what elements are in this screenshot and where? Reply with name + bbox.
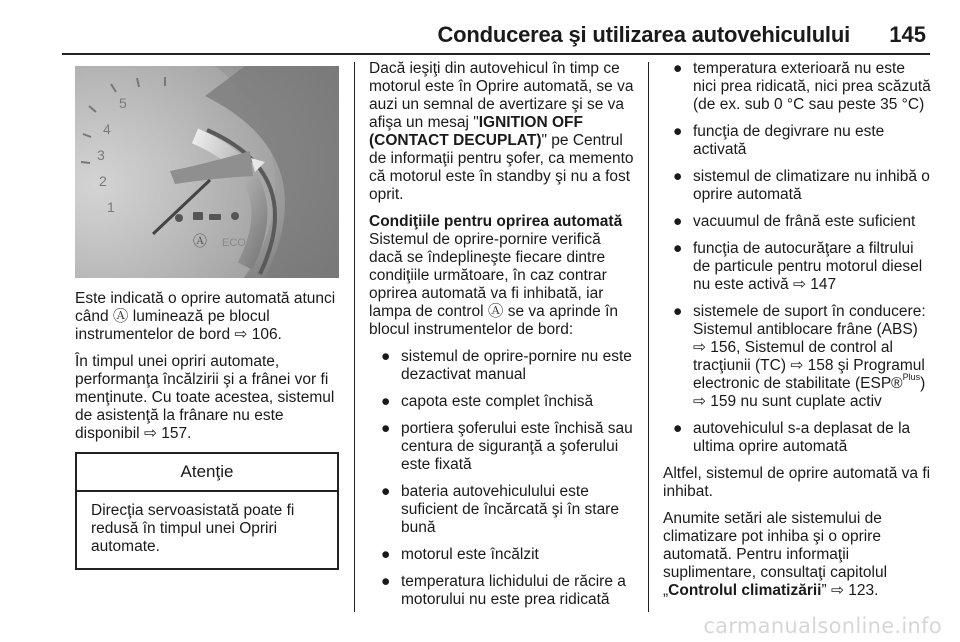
list-item: ● sistemul de oprire-pornire nu este dezactivat manual — [381, 348, 632, 383]
esp-plus-superscript: Plus — [902, 371, 921, 382]
page-header — [0, 0, 960, 56]
dial-number-2: 2 — [99, 173, 107, 189]
page-ref: 106. — [247, 326, 282, 343]
column-divider-2 — [648, 62, 649, 612]
col1-paragraph-1: Este indicată o oprire automată atunci când Ⓐ luminează pe blocul instrumentelor de bord ⇨ 106. — [75, 290, 336, 343]
caution-notice-text: Direcţia servoasistată poate fi redusă în timpul unei Opriri automate. — [91, 502, 295, 555]
page-title: Conducerea şi utilizarea autovehiculului — [437, 22, 850, 47]
list-item: ● temperatura exterioară nu este nici prea ridicată, nici prea scăzută (de ex. sub 0 °C sau peste 35 °C) — [673, 60, 931, 113]
column-3 — [663, 60, 931, 609]
list-item: ● portiera şoferului este închisă sau centura de siguranţă a şoferului este fixată — [381, 420, 633, 473]
bullet-icon: ● — [381, 573, 391, 590]
col2-paragraph-1: Dacă ieşiţi din autovehicul în timp ce motorul este în Oprire automată, se va auzi un semnal de avertizare şi se va afişa un mesaj "IGNITION OFF (CONTACT DECUPLAT)" pe Centrul de informaţii pentru şofer, ca memento că motorul este în standby şi nu a fost oprit. — [369, 60, 634, 203]
section-heading: Condiţiile pentru oprirea automată — [369, 213, 623, 230]
eco-label: ECO — [222, 237, 246, 249]
page-ref: 147 — [805, 276, 837, 293]
bullet-icon: ● — [381, 393, 391, 410]
page-ref-arrow-icon: ⇨ — [830, 582, 844, 599]
page-ref-arrow-icon: ⇨ — [790, 357, 804, 374]
list-item: ● temperatura lichidului de răcire a motorului nu este prea ridicată — [381, 573, 626, 608]
list-item: ● autovehiculul s-a deplasat de la ultima oprire automată — [673, 420, 911, 455]
column-2 — [369, 60, 637, 618]
caution-notice-box — [75, 452, 339, 570]
bullet-icon: ● — [673, 60, 683, 77]
page-ref: 157. — [156, 425, 192, 442]
bullet-icon: ● — [381, 348, 391, 365]
auto-stop-icon: Ⓐ — [112, 308, 129, 325]
bullet-icon: ● — [381, 483, 391, 500]
column-1 — [75, 60, 343, 570]
dial-number-5: 5 — [119, 95, 127, 111]
col1-paragraph-2: În timpul unei opriri automate, performanţa încălzirii şi a frânei vor fi menţinute. Cu toate acestea, sistemul de asistenţă la frânare nu este disponibil ⇨ 157. — [75, 353, 335, 442]
instrument-cluster-photo — [75, 66, 339, 278]
bullet-icon: ● — [673, 123, 683, 140]
page-ref: 123. — [843, 582, 879, 599]
page-ref-arrow-icon: ⇨ — [693, 339, 706, 356]
conditions-list-continued — [663, 60, 931, 456]
col2-paragraph-2: Sistemul de oprire-pornire verifică dacă se îndeplineşte fiecare dintre condiţiile următoare, în caz contrar oprirea automată va fi inhibată, iar lampa de control Ⓐ se va aprinde în blocul instrumentelor de bord: — [369, 231, 619, 338]
header-divider — [62, 53, 930, 55]
ignition-off-message: IGNITION OFF (CONTACT DECUPLAT) — [369, 114, 583, 149]
auto-stop-crossed-icon: Ⓐ — [487, 303, 504, 320]
list-item: ● motorul este încălzit — [381, 546, 539, 563]
list-item: ● sistemele de suport în conducere: Sistemul antiblocare frâne (ABS) ⇨ 156, Sistemul de control al tracţiunii (TC) ⇨ 158 şi Programul electronic de stabilitate (ESP®$^{Plus}$) ⇨ 159 nu sunt cuplate activ — [673, 303, 926, 410]
page-ref-arrow-icon: ⇨ — [693, 393, 706, 410]
bullet-icon: ● — [673, 240, 683, 257]
list-item: ● sistemul de climatizare nu inhibă o oprire automată — [673, 168, 930, 203]
col3-paragraph-2: Anumite setări ale sistemului de climatizare pot inhiba şi o oprire automată. Pentru informaţii suplimentare, consultaţi capitolul „Controlul climatizării” ⇨ 123. — [663, 510, 888, 599]
list-item: ● capota este complet închisă — [381, 393, 594, 410]
watermark: carmanualsonline.info — [703, 614, 942, 638]
col3-paragraph-1: Altfel, sistemul de oprire automată va fi inhibat. — [663, 465, 931, 500]
bullet-icon: ● — [381, 420, 391, 437]
bullet-icon: ● — [673, 213, 683, 230]
dial-number-4: 4 — [103, 121, 111, 137]
caution-notice-title: Atenţie — [77, 454, 337, 492]
column-divider-1 — [354, 62, 355, 612]
list-item: ● funcţia de degivrare nu este activată — [673, 123, 885, 158]
dial-number-3: 3 — [97, 147, 105, 163]
list-item: ● vacuumul de frână este suficient — [673, 213, 916, 230]
page-ref-arrow-icon: ⇨ — [234, 326, 248, 343]
bullet-icon: ● — [673, 420, 683, 437]
climate-control-chapter-ref: Controlul climatizării — [668, 582, 822, 599]
page-ref-arrow-icon: ⇨ — [143, 425, 157, 442]
bullet-icon: ● — [381, 546, 391, 563]
list-item: ● funcţia de autocurăţare a filtrului de particule pentru motorul diesel nu este activă ⇨ 147 — [673, 240, 923, 293]
bullet-icon: ● — [673, 168, 683, 185]
conditions-list — [369, 348, 637, 609]
list-item: ● bateria autovehiculului este suficient de încărcată şi în stare bună — [381, 483, 619, 536]
page-ref-arrow-icon: ⇨ — [792, 276, 806, 293]
auto-stop-indicator-icon: Ⓐ — [193, 234, 207, 250]
instrument-cluster-illustration — [75, 66, 339, 278]
dial-number-1: 1 — [107, 199, 115, 215]
page-number: 145 — [889, 22, 926, 47]
bullet-icon: ● — [673, 303, 683, 320]
